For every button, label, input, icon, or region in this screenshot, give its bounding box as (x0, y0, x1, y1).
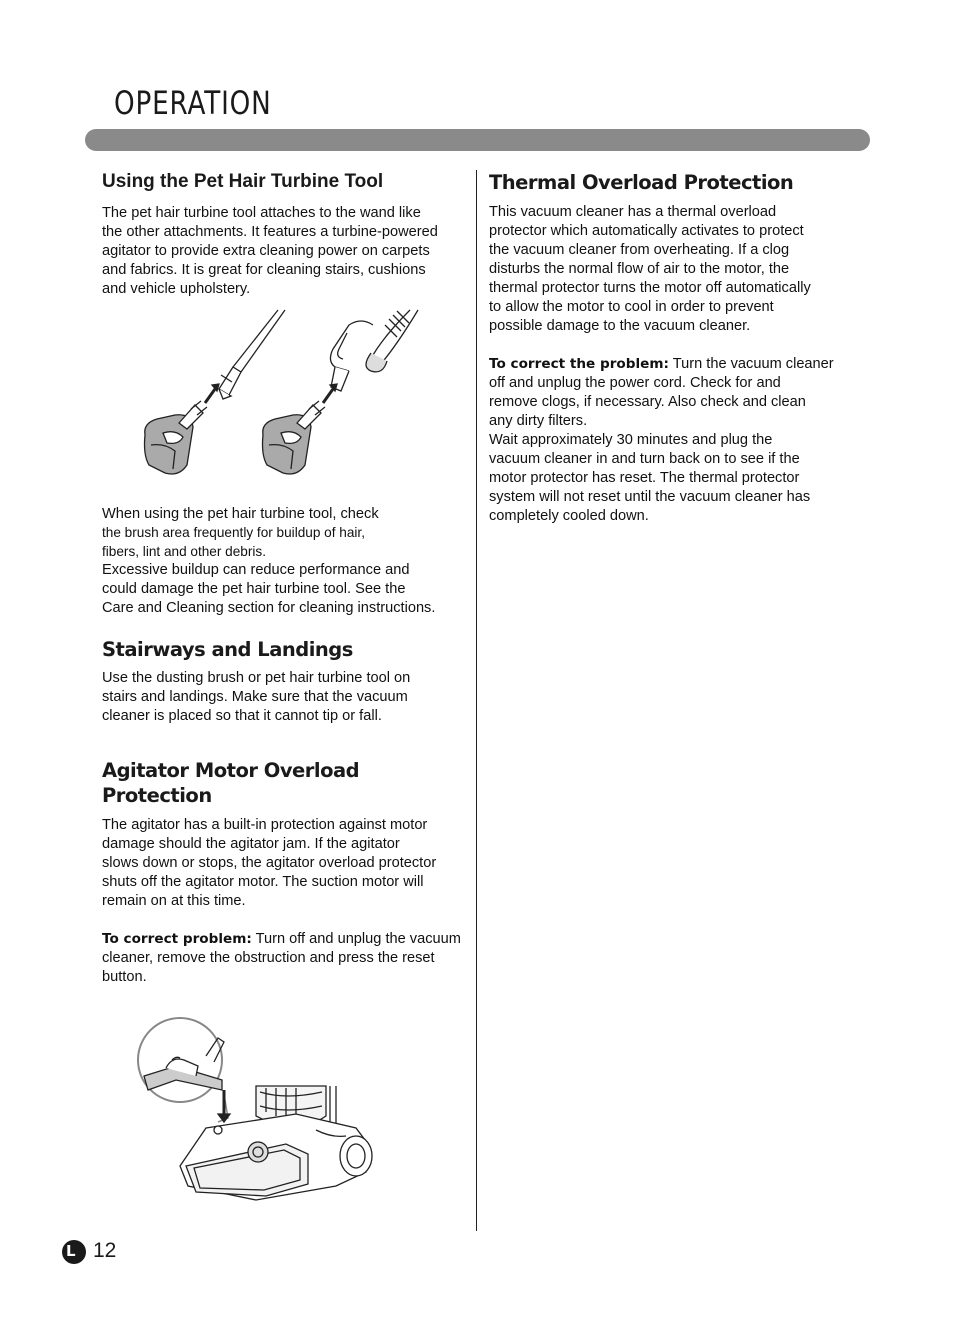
agitator-fix-line: button. (102, 969, 147, 985)
agitator-section (102, 758, 472, 987)
stairs-line: cleaner is placed so that it cannot tip or fall. (102, 708, 382, 724)
stairs-line: Use the dusting brush or pet hair turbine tool on (102, 670, 411, 686)
thermal-line: This vacuum cleaner has a thermal overload (489, 204, 777, 220)
thermal-wait-line: completely cooled down. (489, 508, 649, 524)
thermal-fix-line: off and unplug the power cord. Check for and (489, 375, 781, 391)
column-divider (476, 170, 477, 1231)
stairs-heading: Stairways and Landings (102, 638, 353, 661)
turbine-check-line: the brush area frequently for buildup of hair, (102, 525, 365, 540)
turbine-intro-line: and fabrics. It is great for cleaning stairs, cushions (102, 262, 426, 278)
agitator-reset-illustration (136, 1016, 376, 1206)
agitator-line: damage should the agitator jam. If the agitator (102, 836, 400, 852)
thermal-wait-line: vacuum cleaner in and turn back on to see if the (489, 451, 800, 467)
thermal-fix-line: any dirty filters. (489, 413, 588, 429)
turbine-intro-line: the other attachments. It features a turbine-powered (102, 224, 438, 240)
left-column (102, 171, 472, 985)
wand-illustration (219, 310, 285, 399)
thermal-wait-line: motor protector has reset. The thermal protector (489, 470, 800, 486)
turbine-excess-line: Excessive buildup can reduce performance and (102, 562, 410, 578)
turbine-tool-illustration (135, 305, 435, 490)
agitator-line: slows down or stops, the agitator overload protector (102, 855, 437, 871)
arrow-icon (205, 389, 215, 403)
turbine-intro (102, 204, 472, 299)
lg-logo-text: L (66, 1242, 76, 1260)
page-title: OPERATION (114, 84, 272, 122)
thermal-line: disturbs the normal flow of air to the motor, the (489, 261, 790, 277)
thermal-fix-line: remove clogs, if necessary. Also check and clean (489, 394, 806, 410)
page-number: 12 (93, 1239, 117, 1262)
agitator-heading (102, 758, 472, 808)
turbine-check-line: When using the pet hair turbine tool, check (102, 506, 379, 522)
thermal-line: thermal protector turns the motor off automatically (489, 280, 811, 296)
title-bar (85, 129, 870, 151)
turbine-excess-line: could damage the pet hair turbine tool. See the (102, 581, 406, 597)
lg-logo-icon (62, 1240, 86, 1264)
turbine-intro-line: and vehicle upholstery. (102, 281, 251, 297)
turbine-intro-line: The pet hair turbine tool attaches to the wand like (102, 205, 421, 221)
vacuum-base-illustration (180, 1086, 372, 1200)
thermal-line: the vacuum cleaner from overheating. If a clog (489, 242, 790, 258)
thermal-fix-line (489, 355, 854, 374)
agitator-fix-text: Turn off and unplug the vacuum (251, 931, 461, 947)
turbine-check (102, 505, 472, 618)
turbine-tool-right (263, 401, 326, 474)
agitator-line: The agitator has a built-in protection against motor (102, 817, 428, 833)
arrow-icon (323, 389, 333, 403)
agitator-heading-line: Protection (102, 784, 212, 807)
thermal-wait-line: system will not reset until the vacuum cleaner has (489, 489, 811, 505)
stairs-line: stairs and landings. Make sure that the vacuum (102, 689, 408, 705)
thermal-fix-label: To correct the problem: (489, 356, 669, 372)
thermal-fix-text: Turn the vacuum cleaner (668, 356, 834, 372)
stairs-section (102, 638, 472, 726)
turbine-tool-left (145, 401, 208, 474)
hose-handle-illustration (330, 310, 418, 391)
thermal-line: protector which automatically activates to protect (489, 223, 804, 239)
turbine-heading: Using the Pet Hair Turbine Tool (102, 171, 384, 192)
thermal-line: to allow the motor to cool in order to prevent (489, 299, 774, 315)
right-column (489, 171, 854, 526)
agitator-heading-line: Agitator Motor Overload (102, 759, 360, 782)
thermal-heading: Thermal Overload Protection (489, 171, 794, 194)
agitator-line: shuts off the agitator motor. The suction motor will (102, 874, 424, 890)
agitator-fix-label: To correct problem: (102, 931, 252, 947)
thermal-wait-line: Wait approximately 30 minutes and plug the (489, 432, 773, 448)
agitator-fix-line (102, 930, 472, 949)
turbine-excess-line: Care and Cleaning section for cleaning instructions. (102, 600, 436, 616)
thermal-line: possible damage to the vacuum cleaner. (489, 318, 751, 334)
turbine-intro-line: agitator to provide extra cleaning power on carpets (102, 243, 430, 259)
agitator-line: remain on at this time. (102, 893, 246, 909)
turbine-check-line: fibers, lint and other debris. (102, 543, 266, 559)
agitator-fix-line: cleaner, remove the obstruction and press the reset (102, 950, 435, 966)
